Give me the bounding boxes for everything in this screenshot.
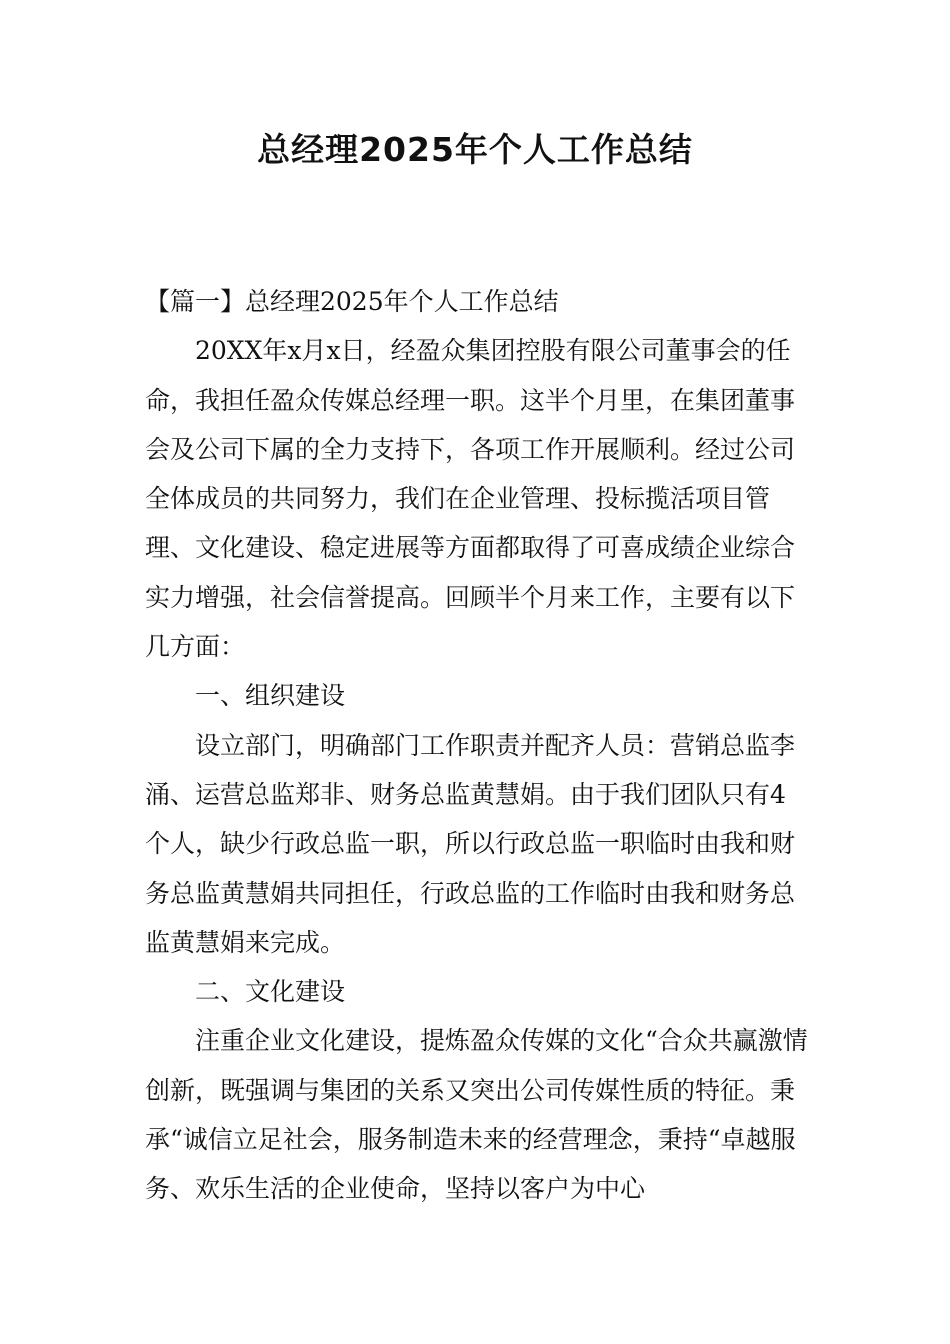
intro-paragraph: 20XX年x月x日，经盈众集团控股有限公司董事会的任命，我担任盈众传媒总经理一职。这半个月里，在集团董事会及公司下属的全力支持下，各项工作开展顺利。经过公司全体成员的共同努力，我们在企业管理、投标揽活项目管理、文化建设、稳定进展等方面都取得了可喜成绩企业综合实力增强，社会信誉提高。回顾半个月来工作，主要有以下几方面： <box>145 336 796 662</box>
organization-paragraph: 设立部门，明确部门工作职责并配齐人员：营销总监李涌、运营总监郑非、财务总监黄慧娟。由于我们团队只有4个人，缺少行政总监一职，所以行政总监一职临时由我和财务总监黄慧娟共同担任，行政总监的工作临时由我和财务总监黄慧娟来完成。 <box>145 730 796 957</box>
document-body <box>145 277 810 1214</box>
heading-culture: 二、文化建设 <box>195 977 346 1007</box>
document-title: 总经理2025年个人工作总结 <box>257 130 693 169</box>
culture-paragraph: 注重企业文化建设，提炼盈众传媒的文化“合众共赢激情创新，既强调与集团的关系又突出公司传媒性质的特征。秉承“诚信立足社会，服务制造未来的经营理念，秉持“卓越服务、欢乐生活的企业使命，坚持以客户为中心 <box>145 1026 808 1204</box>
heading-organization: 一、组织建设 <box>195 681 346 711</box>
section-heading: 【篇一】总经理2025年个人工作总结 <box>145 287 559 316</box>
